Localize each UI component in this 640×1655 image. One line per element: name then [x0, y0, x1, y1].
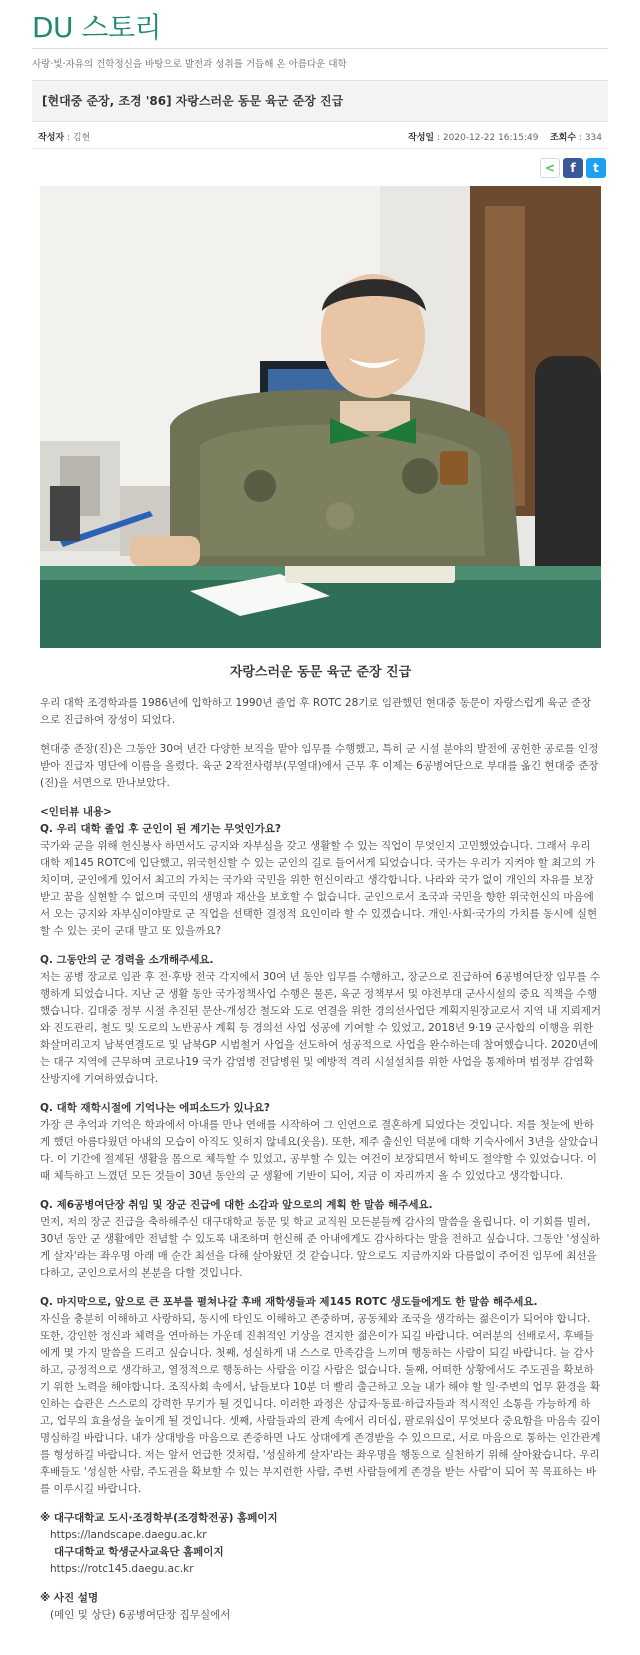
views-label: 조회수	[549, 133, 577, 143]
related-links	[40, 1510, 601, 1578]
question-2: Q. 그동안의 군 경력을 소개해주세요.	[40, 954, 214, 966]
rotc-link-title: 대구대학교 학생군사교육단 홈페이지	[54, 1546, 224, 1558]
qa-block-3	[40, 1100, 601, 1185]
article-body	[40, 664, 601, 1636]
date-label: 작성일	[408, 133, 435, 143]
post-date: 2020-12-22 16:15:49	[442, 133, 539, 143]
site-title[interactable]: DU 스토리	[32, 11, 162, 44]
photo-caption: 자랑스러운 동문 육군 준장 진급	[229, 665, 412, 680]
answer-2: 저는 공병 장교로 임관 후 전·후방 전국 각지에서 30여 년 동안 임무를 수행하고, 장군으로 진급하여 6공병여단장 임무를 수행하게 되었습니다. 지난 군 생활 동안 국가정책사업 수행은 물론, 육군 정책부서 및 야전부대 군사시설의 중요 직책을 수행했습니다. 김대중 정부 시절 추진된 문산-개성간 철도와 도로 연결을 위한 경의선사업단 계획지원장교로서 지역 내 지뢰제거와 진도관리, 철도 및 도로의 노반공사 계획 등 경의선 사업 성공에 기여할 수 있었고, 2018년 9·19 군사합의 이행을 위한 화살머리고지 남북연결도로 및 남북GP 시범철거 사업을 선도하여 성공적으로 사업을 완수하는데 참여했습니다. 2020년에는 대구 지역에 근무하며 코로나19 국가 감염병 전담병원 및 예방적 격리 시설설치를 위한 사업을 통제하며 범정부 감염확산방지에 기여하였습니다.	[40, 971, 602, 1085]
officer-portrait-image	[40, 186, 601, 648]
photo-note-title: ※ 사진 설명	[40, 1592, 99, 1604]
qa-block-4	[40, 1197, 601, 1282]
article-photo	[40, 186, 601, 648]
header-divider	[32, 48, 608, 49]
question-3: Q. 대학 재학시절에 기억나는 에피소드가 있나요?	[40, 1102, 270, 1114]
facebook-icon[interactable]: f	[563, 158, 583, 178]
view-count: 334	[584, 133, 602, 143]
answer-4: 먼저, 저의 장군 진급을 축하해주신 대구대학교 동문 및 학교 교직원 모든분들께 감사의 말씀을 올립니다. 이 기회를 빌려, 30년 동안 군 생활에만 전념할 수 있도록 내조하며 헌신해 준 아내에게도 감사하다는 말을 전하고 싶습니다. 그동안 '성실하게 살자'라는 좌우명 아래 매 순간 최선을 다해 살아왔던 것 같습니다. 앞으로도 지금까지와 다름없이 주어진 임무에 최선을 다하고, 군인으로서의 본분을 다할 것입니다.	[40, 1216, 600, 1279]
answer-1: 국가와 군을 위해 헌신봉사 하면서도 긍지와 자부심을 갖고 생활할 수 있는 직업이 무엇인지 고민했었습니다. 그래서 우리 대학 제145 ROTC에 입단했고, 위국헌신할 수 있는 군인의 길로 들어서게 되었습니다. 국가는 우리가 지켜야 할 최고의 가치이며, 군인에게 있어서 최고의 가치는 국가와 국민을 위한 헌신이라고 생각합니다. 나라와 국가 없이 개인의 자유를 보장받고 꿈을 실현할 수 없으며 국민의 생명과 재산을 보호할 수 없습니다. 군인으로서 조국과 국민을 향한 위국헌신의 마음에서 오는 긍지와 자부심이야말로 군 직업을 선택한 결정적 요인이라 할 수 있겠습니다. 개인·사회·국가의 가치를 동시에 실현할 수 있는 곳이 군대 말고 또 있을까요?	[40, 840, 598, 937]
intro-paragraph-1: 우리 대학 조경학과를 1986년에 입학하고 1990년 졸업 후 ROTC 28기로 임관했던 현대중 동문이 자랑스럽게 육군 준장으로 진급하여 장성이 되었다.	[40, 697, 592, 726]
answer-3: 가장 큰 추억과 기억은 학과에서 아내를 만나 연애를 시작하여 그 인연으로 결혼하게 되었다는 것입니다. 저를 첫눈에 반하게 했던 아름다웠던 아내의 모습이 아직도 잊히지 않네요(웃음). 또한, 제주 출신인 덕분에 대학 기숙사에서 3년을 살았습니다. 이 기간에 절제된 생활을 몸으로 체득할 수 있었고, 공부할 수 있는 여건이 보장되면서 학비도 절약할 수 있었습니다. 이때 체득하고 느꼈던 모든 것들이 30년 동안의 군 생활에 기반이 되어, 지금 이 자리까지 올 수 있었다고 생각합니다.	[40, 1119, 599, 1182]
twitter-icon[interactable]: t	[586, 158, 606, 178]
share-icon[interactable]: <	[540, 158, 560, 178]
author-info: 작성자 : 김현	[38, 133, 91, 143]
article-meta	[32, 124, 608, 149]
date-views-info: 작성일 : 2020-12-22 16:15:49 조회수 : 334	[408, 133, 602, 143]
answer-5: 자신을 충분히 이해하고 사랑하되, 동시에 타인도 이해하고 존중하며, 공동체와 조국을 생각하는 젊은이가 되어야 합니다. 또한, 강인한 정신과 체력을 연마하는 가운데 진취적인 기상을 견지한 젊은이가 되길 바랍니다. 여러분의 선배로서, 후배들에게 몇 가지 말씀을 드리고 싶습니다. 첫째, 성실하게 내 스스로 만족감을 느끼며 행동하는 사람이 되길 바랍니다. 늘 감사하고, 긍정적으로 생각하고, 열정적으로 행동하는 사람을 이길 사람은 없습니다. 둘째, 어떠한 상황에서도 주도권을 확보하기 위한 노력을 해야합니다. 조직사회 속에서, 남들보다 10분 더 빨리 출근하고 오늘 내가 해야 할 일·주변의 업무 환경을 확인하는 습관은 스스로의 강력한 무기가 될 것입니다. 이러한 과정은 상급자·동료·하급자들과 적시적인 소통을 가능하게 하고, 업무의 효율성을 높이게 될 것입니다. 셋째, 사람들과의 관계 속에서 리더십, 팔로워십이 무엇보다 중요함을 마음속 깊이 명심하길 바랍니다. 내가 상대방을 마음으로 존중하면 나도 상대에게 존경받을 수 있으므로, 서로 마음으로 통하는 인간관계를 형성하길 바랍니다. 저는 앞서 언급한 것처럼, '성실하게 살자'라는 좌우명을 행동으로 실천하기 위해 살아왔습니다. 우리 후배들도 '성실한 사람, 주도권을 확보할 수 있는 부지런한 사람, 주변 사람들에게 존경을 받는 사람'이 되어 꼭 목표하는 바를 이루시길 바랍니다.	[40, 1313, 601, 1495]
question-5: Q. 마지막으로, 앞으로 큰 포부를 펼쳐나갈 후배 재학생들과 제145 ROTC 생도들에게도 한 말씀 해주세요.	[40, 1296, 538, 1308]
article-header	[32, 80, 608, 122]
rotc-link[interactable]: https://rotc145.daegu.ac.kr	[50, 1563, 194, 1575]
author-label: 작성자	[38, 133, 65, 143]
interview-label: <인터뷰 내용>	[40, 806, 112, 818]
intro-paragraph-2: 현대중 준장(진)은 그동안 30여 년간 다양한 보직을 맡아 임무를 수행했고, 특히 군 시설 분야의 발전에 공헌한 공로를 인정받아 진급자 명단에 이름을 올렸다. 육군 2작전사령부(무열대)에서 근무 후 이제는 6공병여단으로 부대를 옮긴 현대중 준장(진)을 서면으로 만나보았다.	[40, 743, 599, 789]
article-title: [현대중 준장, 조경 '86] 자랑스러운 동문 육군 준장 진급	[42, 94, 344, 108]
question-1: Q. 우리 대학 졸업 후 군인이 된 계기는 무엇인가요?	[40, 823, 281, 835]
qa-block-2	[40, 952, 601, 1088]
author-name: 김현	[72, 133, 91, 143]
photo-note: (메인 및 상단) 6공병여단장 집무실에서	[50, 1609, 231, 1621]
photo-notes	[40, 1590, 601, 1624]
landscape-link-title: ※ 대구대학교 도시·조경학부(조경학전공) 홈페이지	[40, 1512, 278, 1524]
interview-section	[40, 804, 601, 940]
site-tagline: 사랑·빛·자유의 건학정신을 바탕으로 발전과 성취를 거듭해 온 아름다운 대학	[32, 59, 347, 70]
qa-block-5	[40, 1294, 601, 1498]
share-buttons	[540, 158, 606, 178]
question-4: Q. 제6공병여단장 취임 및 장군 진급에 대한 소감과 앞으로의 계획 한 말씀 해주세요.	[40, 1199, 433, 1211]
landscape-link[interactable]: https://landscape.daegu.ac.kr	[50, 1529, 207, 1541]
